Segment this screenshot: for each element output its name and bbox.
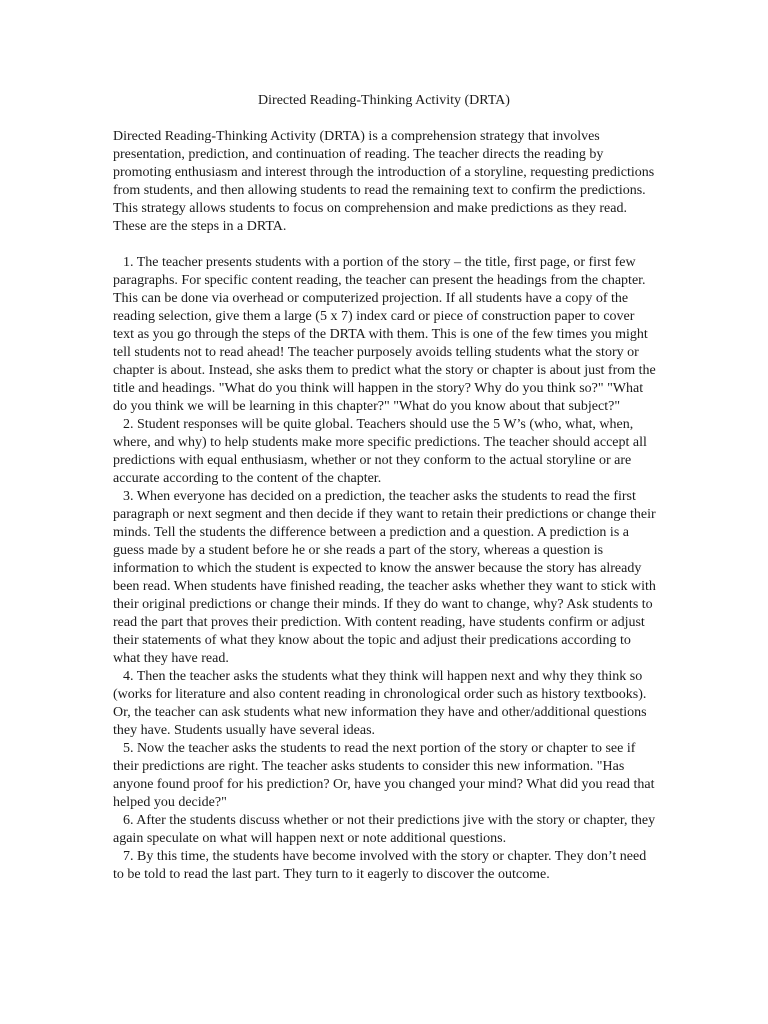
step-text: Now the teacher asks the students to read the next portion of the story or chapter to see if their predictions are right. The teacher asks students to consider this new information. "Has anyone found proof for his prediction? Or, have you changed your mind? What did you read that helped you decide?" — [113, 741, 655, 810]
step-text: Then the teacher asks the students what they think will happen next and why they think so (works for literature and also content reading in chronological order such as history textbooks). Or, the teacher can ask students what new information they have and other/additional questions they have. Students usually have several ideas. — [113, 669, 647, 738]
step-item-1 — [113, 254, 658, 416]
step-number: 7. — [123, 849, 134, 864]
step-text: After the students discuss whether or not their predictions jive with the story or chapter, they again speculate on what will happen next or note additional questions. — [113, 813, 656, 846]
step-number: 4. — [123, 669, 134, 684]
step-item-6 — [113, 812, 658, 848]
document-title: Directed Reading-Thinking Activity (DRTA) — [258, 93, 510, 108]
step-number: 1. — [123, 255, 134, 270]
step-text: When everyone has decided on a prediction, the teacher asks the students to read the first paragraph or next segment and then decide if they want to retain their predictions or change their minds. Tell the students the difference between a prediction and a question. A prediction is a guess made by a student before he or she reads a part of the story, whereas a question is information to which the student is expected to know the answer because the story has already been read. When students have finished reading, the teacher asks whether they want to stick with their original predictions or change their minds. If they do want to change, why? Ask students to read the part that proves their prediction. With content reading, have students confirm or adjust their statements of what they know about the topic and adjust their predications according to what they have read. — [113, 489, 656, 666]
step-item-3 — [113, 488, 658, 668]
step-item-2 — [113, 416, 658, 488]
step-item-7 — [113, 848, 658, 884]
intro-paragraph: Directed Reading-Thinking Activity (DRTA) is a comprehension strategy that involves presentation, prediction, and continuation of reading. The teacher directs the reading by promoting enthusiasm and interest through the introduction of a storyline, requesting predictions from students, and then allowing students to read the remaining text to confirm the predictions. This strategy allows students to focus on comprehension and make predictions as they read. These are the steps in a DRTA. — [113, 129, 655, 234]
step-text: By this time, the students have become involved with the story or chapter. They don’t need to be told to read the last part. They turn to it eagerly to discover the outcome. — [113, 849, 647, 882]
step-item-5 — [113, 740, 658, 812]
step-text: Student responses will be quite global. Teachers should use the 5 W’s (who, what, when, where, and why) to help students make more specific predictions. The teacher should accept all predictions with equal enthusiasm, whether or not they conform to the actual storyline or are accurate according to the content of the chapter. — [113, 417, 647, 486]
step-number: 3. — [123, 489, 134, 504]
step-number: 2. — [123, 417, 134, 432]
steps-list — [113, 254, 658, 884]
step-number: 6. — [123, 813, 134, 828]
step-number: 5. — [123, 741, 134, 756]
step-text: The teacher presents students with a portion of the story – the title, first page, or first few paragraphs. For specific content reading, the teacher can present the headings from the chapter. This can be done via overhead or computerized projection. If all students have a copy of the reading selection, give them a large (5 x 7) index card or piece of construction paper to cover text as you go through the steps of the DRTA with them. This is one of the few times you might tell students not to read ahead! The teacher purposely avoids telling students what the story or chapter is about. Instead, she asks them to predict what the story or chapter is about just from the title and headings. "What do you think will happen in the story? Why do you think so?" "What do you think we will be learning in this chapter?" "What do you know about that subject?" — [113, 255, 656, 414]
step-item-4 — [113, 668, 658, 740]
